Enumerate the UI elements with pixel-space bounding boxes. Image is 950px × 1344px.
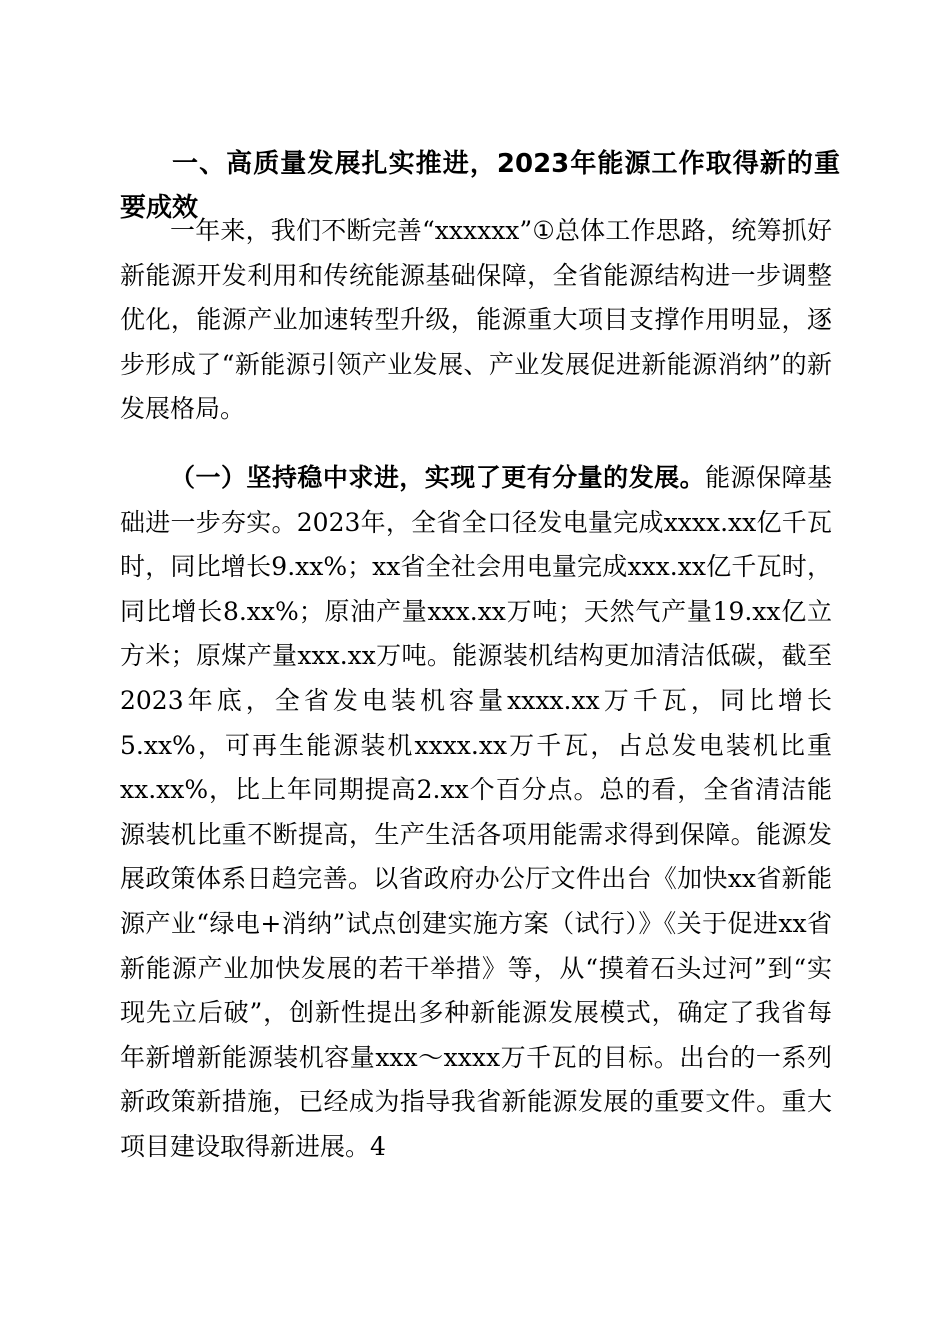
paragraph-body: 能源保障基础进一步夯实。2023年，全省全口径发电量完成xxxx.xx亿千瓦时，同比增长9.xx%；xx省全社会用电量完成xxx.xx亿千瓦时，同比增长8.xx%；原油产量xxx.xx万吨；天然气产量19.xx亿立方米；原煤产量xxx.xx万吨。能源装机结构更加清洁低碳，截至2023年底，全省发电装机容量xxxx.xx万千瓦，同比增长5.xx%，可再生能源装机xxxx.xx万千瓦，占总发电装机比重xx.xx%，比上年同期提高2.xx个百分点。总的看，全省清洁能源装机比重不断提高，生产生活各项用能需求得到保障。能源发展政策体系日趋完善。以省政府办公厅文件出台《加快xx省新能源产业“绿电+消纳”试点创建实施方案（试行）》《关于促进xx省新能源产业加快发展的若干举措》等，从“摸着石头过河”到“实现先立后破”，创新性提出多种新能源发展模式，确定了我省每年新增新能源装机容量xxx～xxxx万千瓦的目标。出台的一系列新政策新措施，已经成为指导我省新能源发展的重要文件。重大项目建设取得新进展。4 [120, 463, 832, 1161]
paragraph-development [120, 456, 832, 1170]
section-heading: 一、高质量发展扎实推进，2023年能源工作取得新的重要成效 [120, 149, 840, 223]
paragraph-lead: （一）坚持稳中求进，实现了更有分量的发展。 [170, 463, 706, 492]
paragraph-overview: 一年来，我们不断完善“xxxxxx”①总体工作思路，统筹抓好新能源开发利用和传统能源基础保障，全省能源结构进一步调整优化，能源产业加速转型升级，能源重大项目支撑作用明显，逐步形成了“新能源引领产业发展、产业发展促进新能源消纳”的新发展格局。 [120, 216, 832, 424]
